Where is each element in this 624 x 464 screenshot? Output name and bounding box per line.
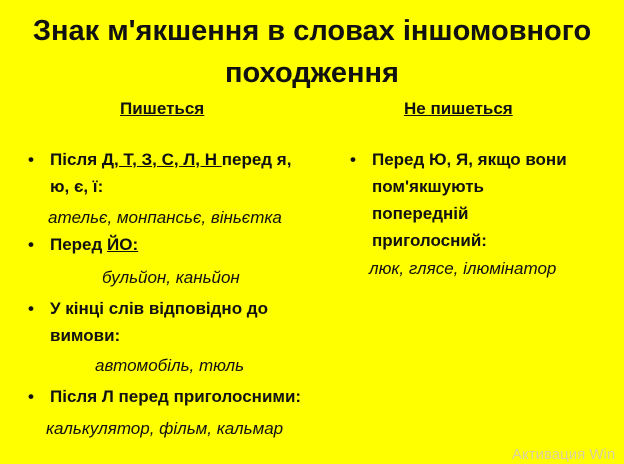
right-column-heading: Не пишеться <box>404 99 513 118</box>
right-example-1: люк, глясе, ілюмінатор <box>369 259 557 278</box>
left-item-1-line-2: ю, є, ї: <box>50 177 104 196</box>
left-item-3-line-1: У кінці слів відповідно до <box>50 299 268 318</box>
slide-title <box>0 10 624 94</box>
bullet-icon: • <box>28 387 34 406</box>
left-item-1-underlined: Д, Т, З, С, Л, Н <box>101 150 222 169</box>
bullet-icon: • <box>350 150 356 169</box>
left-item-3 <box>28 295 320 349</box>
left-column-heading: Пишеться <box>120 99 205 118</box>
title-line-1: Знак м'якшення в словах іншомовного <box>32 15 592 47</box>
windows-activation-watermark: Активация Win <box>512 446 616 463</box>
left-item-2-pre: Перед <box>50 235 108 254</box>
left-item-3-line-2: вимови: <box>50 326 121 345</box>
left-item-1-post: перед я, <box>221 150 292 169</box>
left-item-2-underlined: ЙО: <box>107 235 139 254</box>
right-item-1-line-4: приголосний: <box>372 231 487 250</box>
right-item-1-line-1: Перед Ю, Я, якщо вони <box>372 150 567 169</box>
left-example-1: ательє, монпансьє, віньєтка <box>48 208 282 227</box>
right-item-1-line-3: попередній <box>372 204 469 223</box>
left-item-1 <box>28 146 320 200</box>
left-item-4-line-1: Після Л перед приголосними: <box>50 387 302 406</box>
left-item-2 <box>28 231 139 258</box>
left-example-4: калькулятор, фільм, кальмар <box>46 419 284 438</box>
left-item-1-pre: Після <box>50 150 102 169</box>
bullet-icon: • <box>28 150 34 169</box>
bullet-icon: • <box>28 235 34 254</box>
right-item-1-line-2: пом'якшують <box>372 177 484 196</box>
left-example-3: автомобіль, тюль <box>95 356 245 375</box>
title-line-2: походження <box>225 57 399 89</box>
left-item-4 <box>28 383 302 410</box>
bullet-icon: • <box>28 299 34 318</box>
right-item-1 <box>350 146 612 254</box>
left-example-2: бульйон, каньйон <box>102 268 240 287</box>
